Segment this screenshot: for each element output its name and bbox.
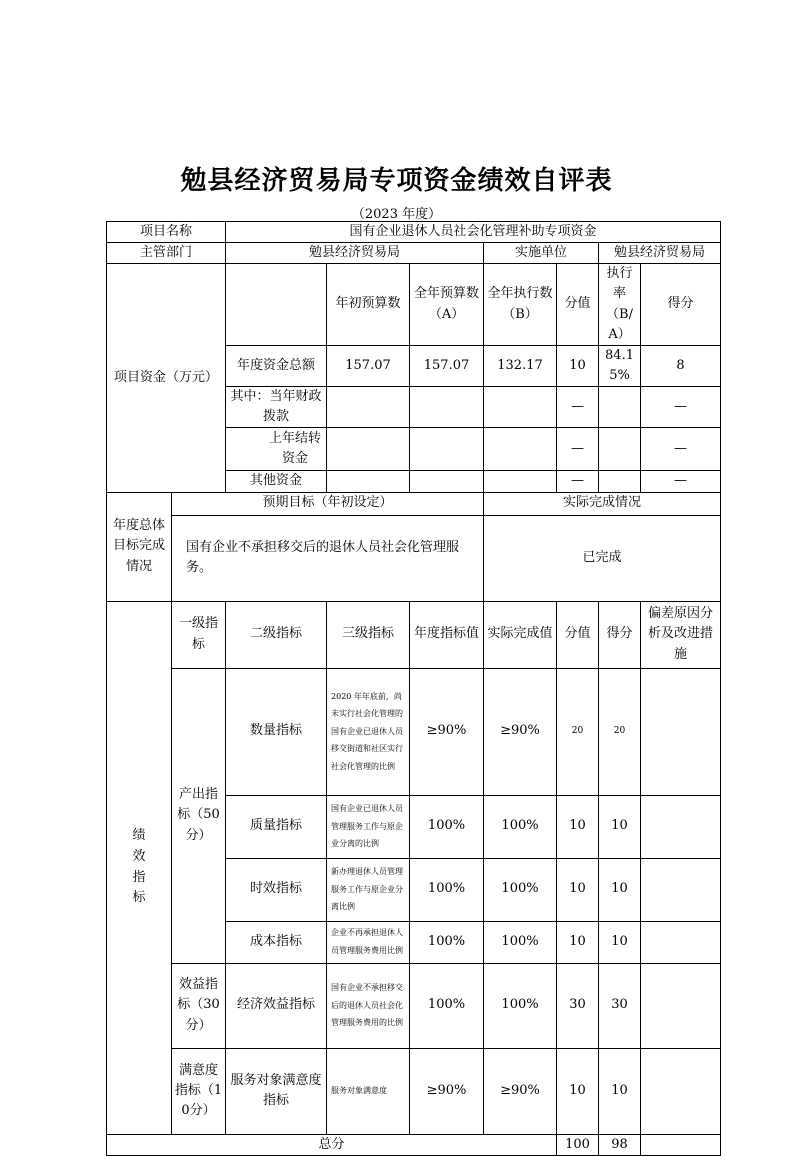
indicator-actual: ≥90% (484, 1048, 557, 1134)
indicator-got: 10 (599, 795, 641, 858)
indicator-note (641, 668, 721, 795)
funds-cell: 84.15% (599, 345, 641, 386)
indicator-got: 10 (599, 858, 641, 921)
goals-label: 年度总体目标完成情况 (107, 492, 172, 601)
actual-goal-header: 实际完成情况 (484, 492, 721, 515)
indicator-target: 100% (410, 963, 484, 1048)
indicator-score: 20 (557, 668, 599, 795)
funds-cell: — (641, 428, 721, 471)
project-name-label: 项目名称 (107, 222, 226, 243)
funds-cell: 157.07 (410, 345, 484, 386)
indicator-header: 偏差原因分析及改进措施 (641, 601, 721, 668)
funds-cell: 10 (557, 345, 599, 386)
total-label: 总分 (107, 1134, 557, 1155)
indicator-score: 10 (557, 921, 599, 963)
indicator-score: 10 (557, 795, 599, 858)
funds-cell: — (557, 428, 599, 471)
indicator-note (641, 1048, 721, 1134)
funds-cell: 132.17 (484, 345, 557, 386)
funds-cell: 8 (641, 345, 721, 386)
indicator-l1: 满意度指标（10分） (172, 1048, 226, 1134)
funds-col-header: 执行率（B/A） (599, 264, 641, 346)
expected-goal-header: 预期目标（年初设定） (172, 492, 484, 515)
indicator-got: 10 (599, 1048, 641, 1134)
funds-cell (599, 471, 641, 492)
indicator-l3: 新办理退休人员管理服务工作与原企业分离比例 (327, 858, 410, 921)
indicator-l1: 效益指标（30分） (172, 963, 226, 1048)
indicator-actual: 100% (484, 858, 557, 921)
funds-col-header: 全年预算数（A） (410, 264, 484, 346)
funds-cell: — (641, 387, 721, 428)
total-note (641, 1134, 721, 1155)
indicator-l2: 经济效益指标 (226, 963, 327, 1048)
indicator-header: 得分 (599, 601, 641, 668)
dept-label: 主管部门 (107, 243, 226, 264)
report-year: （2023 年度） (351, 207, 442, 222)
indicator-l3: 国有企业已退休人员管理服务工作与原企业分离的比例 (327, 795, 410, 858)
indicator-got: 10 (599, 921, 641, 963)
funds-col-header: 分值 (557, 264, 599, 346)
indicator-target: 100% (410, 858, 484, 921)
actual-goal-text: 已完成 (484, 515, 721, 601)
indicator-l2: 服务对象满意度指标 (226, 1048, 327, 1134)
funds-cell (410, 471, 484, 492)
funds-row-name: 年度资金总额 (226, 345, 327, 386)
funds-cell: — (557, 471, 599, 492)
indicator-header: 一级指标 (172, 601, 226, 668)
funds-col-header: 得分 (641, 264, 721, 346)
indicators-label-text: 绩效指标 (132, 827, 146, 906)
indicator-l2: 成本指标 (226, 921, 327, 963)
indicator-actual: 100% (484, 795, 557, 858)
indicator-actual: 100% (484, 921, 557, 963)
funds-cell (327, 387, 410, 428)
funds-cell (327, 428, 410, 471)
funds-row-name: 上年结转资金 (226, 428, 327, 471)
indicator-got: 30 (599, 963, 641, 1048)
funds-cell (410, 428, 484, 471)
funds-row-name: 其他资金 (226, 471, 327, 492)
total-got: 98 (599, 1134, 641, 1155)
funds-cell (599, 428, 641, 471)
indicator-l3: 2020 年年底前，尚未实行社会化管理的国有企业已退休人员移交街道和社区实行社会化管理的比例 (327, 668, 410, 795)
funds-cell (484, 428, 557, 471)
indicator-l1: 产出指标（50分） (172, 668, 226, 963)
indicator-note (641, 795, 721, 858)
indicator-score: 10 (557, 1048, 599, 1134)
indicator-score: 10 (557, 858, 599, 921)
indicator-l3: 国有企业不承担移交后的退休人员社会化管理服务费用的比例 (327, 963, 410, 1048)
funds-col-header: 年初预算数 (327, 264, 410, 346)
funds-label: 项目资金（万元） (107, 264, 226, 492)
indicator-l2: 质量指标 (226, 795, 327, 858)
indicators-label (107, 601, 172, 1134)
indicator-header: 三级指标 (327, 601, 410, 668)
indicator-note (641, 963, 721, 1048)
funds-cell (599, 387, 641, 428)
funds-cell (484, 471, 557, 492)
total-score: 100 (557, 1134, 599, 1155)
impl-label: 实施单位 (484, 243, 599, 264)
funds-cell (327, 471, 410, 492)
indicator-actual: ≥90% (484, 668, 557, 795)
indicator-l2: 数量指标 (226, 668, 327, 795)
page-title: 勉县经济贸易局专项资金绩效自评表 (180, 166, 613, 196)
indicator-target: ≥90% (410, 668, 484, 795)
indicator-target: ≥90% (410, 1048, 484, 1134)
indicator-target: 100% (410, 921, 484, 963)
indicator-actual: 100% (484, 963, 557, 1048)
funds-col-header: 全年执行数（B） (484, 264, 557, 346)
indicator-header: 年度指标值 (410, 601, 484, 668)
indicator-note (641, 858, 721, 921)
indicator-target: 100% (410, 795, 484, 858)
funds-cell (410, 387, 484, 428)
funds-row-name: 其中：当年财政拨款 (226, 387, 327, 428)
indicator-header: 实际完成值 (484, 601, 557, 668)
dept-value: 勉县经济贸易局 (226, 243, 484, 264)
indicator-header: 分值 (557, 601, 599, 668)
funds-blank-header (226, 264, 327, 346)
project-name-value: 国有企业退休人员社会化管理补助专项资金 (226, 222, 721, 243)
funds-cell: — (641, 471, 721, 492)
funds-cell: 157.07 (327, 345, 410, 386)
indicator-l3: 服务对象满意度 (327, 1048, 410, 1134)
indicator-l2: 时效指标 (226, 858, 327, 921)
expected-goal-text: 国有企业不承担移交后的退休人员社会化管理服务。 (172, 515, 484, 601)
impl-value: 勉县经济贸易局 (599, 243, 721, 264)
evaluation-table (106, 221, 721, 1156)
indicator-l3: 企业不再承担退休人员管理服务费用比例 (327, 921, 410, 963)
indicator-header: 二级指标 (226, 601, 327, 668)
indicator-score: 30 (557, 963, 599, 1048)
funds-cell: — (557, 387, 599, 428)
funds-cell (484, 387, 557, 428)
indicator-note (641, 921, 721, 963)
indicator-got: 20 (599, 668, 641, 795)
